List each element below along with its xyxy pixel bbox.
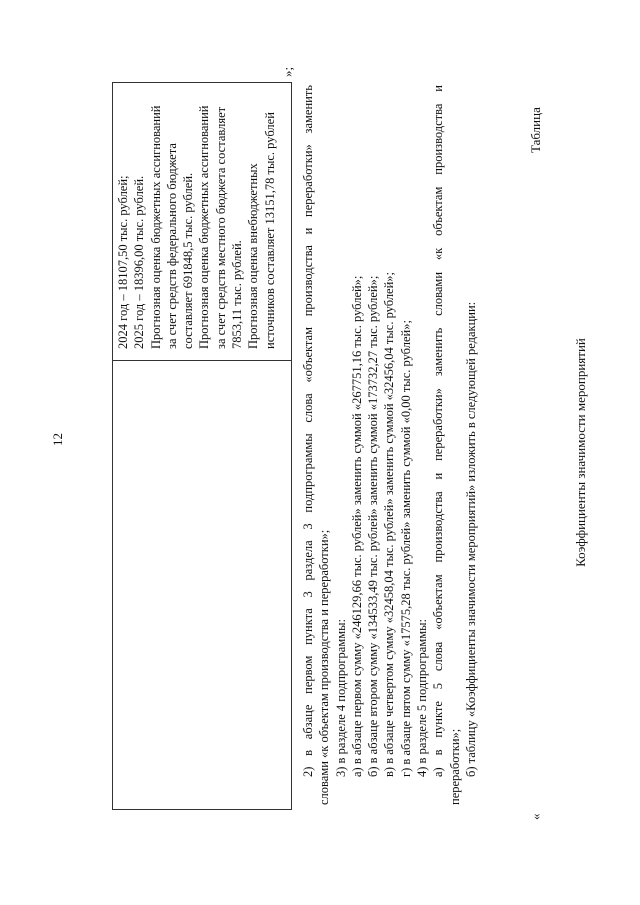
paragraph-4a-line-2: переработки»; xyxy=(447,728,462,805)
paragraph-3a: а) в абзаце первом сумму «246129,66 тыс. рублей» заменить суммой «267751,16 тыс. рублей»; xyxy=(349,275,364,777)
paragraph-4a-line-1: а) в пункте 5 слова «объектам производства и переработки» заменить словами «к объектам производства и xyxy=(431,85,446,777)
amendment-text xyxy=(300,85,479,805)
paragraph-3b: б) в абзаце втором сумму «134533,49 тыс. рублей» заменить суммой «173732,27 тыс. рублей»; xyxy=(366,275,381,777)
paragraph-3d: г) в абзаце пятом сумму «17575,28 тыс. рублей» заменить суммой «0,00 тыс. рублей»; xyxy=(398,320,413,777)
table-label: Таблица xyxy=(528,107,543,153)
page-number: 12 xyxy=(50,433,65,446)
opening-quote-mark: « xyxy=(528,813,543,820)
paragraph-2-line-1: 2) в абзаце первом пункта 3 раздела 3 подпрограммы слова «объектам производства и переработки» заменить xyxy=(301,85,315,777)
cell-line: за счет средств местного бюджета составляет xyxy=(213,106,228,349)
funding-table xyxy=(112,82,292,810)
cell-line: источников составляет 13151,78 тыс. рублей xyxy=(262,112,277,349)
cell-line: Прогнозная оценка внебюджетных xyxy=(246,163,261,349)
paragraph-3c: в) в абзаце четвертом сумму «32458,04 тыс. рублей» заменить суммой «32456,04 тыс. рублей»; xyxy=(382,271,397,777)
cell-line: 2024 год – 18107,50 тыс. рублей; xyxy=(116,175,130,349)
paragraph-2-line-2: словами «к объектам производства и переработки»; xyxy=(317,529,332,805)
cell-line: составляет 691848,5 тыс. рублей. xyxy=(181,172,196,349)
table-column-divider xyxy=(113,360,291,361)
paragraph-4: 4) в разделе 5 подпрограммы: xyxy=(415,618,430,777)
cell-line: 7853,11 тыс. рублей. xyxy=(230,240,245,349)
cell-line: за счет средств федерального бюджета xyxy=(164,143,179,349)
table-title: Коэффициенты значимости мероприятий xyxy=(573,338,588,567)
cell-line: Прогнозная оценка бюджетных ассигнований xyxy=(197,105,212,349)
paragraph-3: 3) в разделе 4 подпрограммы: xyxy=(333,618,348,777)
cell-line: Прогнозная оценка бюджетных ассигнований xyxy=(148,105,163,349)
cell-line: 2025 год – 18396,00 тыс. рублей. xyxy=(132,175,147,349)
paragraph-4b: б) таблицу «Коэффициенты значимости мероприятий» изложить в следующей редакции: xyxy=(463,301,478,777)
closing-quote-mark: »; xyxy=(280,66,295,77)
table-cell-funding xyxy=(115,91,278,349)
